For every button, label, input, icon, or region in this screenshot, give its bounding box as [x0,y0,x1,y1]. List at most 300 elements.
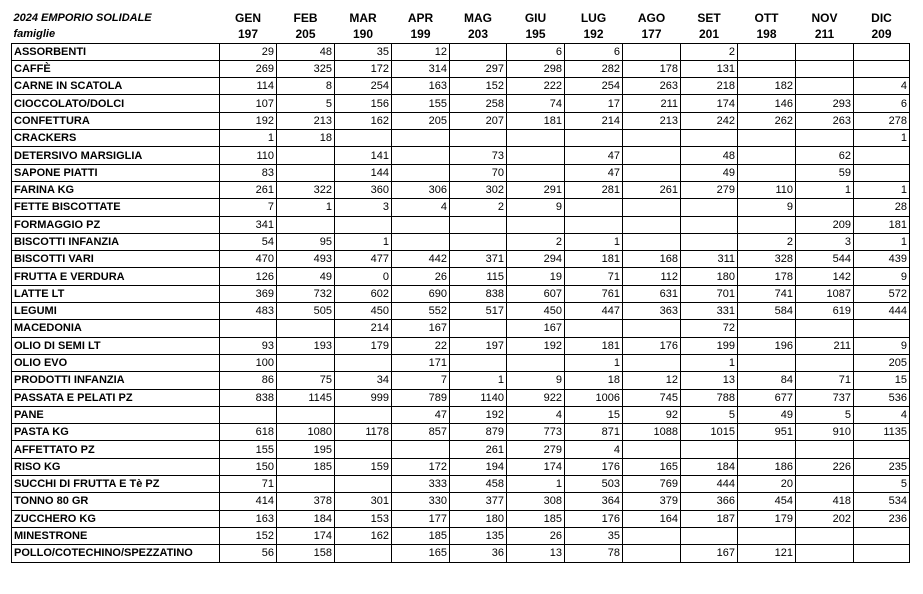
quantity-cell: 732 [277,285,335,302]
quantity-cell: 78 [565,545,623,562]
month-header: MAR [349,11,377,26]
quantity-cell: 121 [738,545,796,562]
quantity-cell: 155 [220,441,277,458]
quantity-cell: 619 [796,303,854,320]
product-label: LEGUMI [12,303,220,320]
quantity-cell: 172 [392,458,450,475]
quantity-cell: 196 [738,337,796,354]
quantity-cell [796,43,854,60]
quantity-cell: 15 [854,372,910,389]
quantity-cell [277,164,335,181]
quantity-cell [277,406,335,423]
quantity-cell: 302 [450,181,507,198]
quantity-cell [681,130,738,147]
quantity-cell: 49 [277,268,335,285]
quantity-cell: 192 [507,337,565,354]
table-row [12,303,910,320]
families-count: 203 [450,26,507,43]
product-label: SUCCHI DI FRUTTA E Tè PZ [12,476,220,493]
quantity-cell: 282 [565,60,623,77]
quantity-cell: 534 [854,493,910,510]
quantity-cell: 761 [565,285,623,302]
quantity-cell: 258 [450,95,507,112]
quantity-cell [277,354,335,371]
quantity-cell: 444 [681,476,738,493]
product-label: SAPONE PIATTI [12,164,220,181]
quantity-cell: 192 [450,406,507,423]
quantity-cell [507,147,565,164]
quantity-cell: 262 [738,112,796,129]
quantity-cell [623,320,681,337]
quantity-cell: 62 [796,147,854,164]
quantity-cell [623,233,681,250]
quantity-cell [796,527,854,544]
quantity-cell [507,130,565,147]
quantity-cell: 483 [220,303,277,320]
quantity-cell: 328 [738,251,796,268]
quantity-cell [623,354,681,371]
quantity-cell [796,78,854,95]
product-label: ASSORBENTI [12,43,220,60]
quantity-cell: 517 [450,303,507,320]
quantity-cell [854,43,910,60]
quantity-cell: 152 [220,527,277,544]
quantity-cell: 536 [854,389,910,406]
quantity-cell: 95 [277,233,335,250]
quantity-cell: 454 [738,493,796,510]
table-row [12,164,910,181]
quantity-cell: 72 [681,320,738,337]
month-header: GIU [524,11,547,26]
quantity-cell: 3 [335,199,392,216]
quantity-cell: 544 [796,251,854,268]
table-row [12,268,910,285]
quantity-cell [450,233,507,250]
table-row [12,78,910,95]
table-row [12,372,910,389]
quantity-cell: 458 [450,476,507,493]
quantity-cell: 214 [565,112,623,129]
quantity-cell: 9 [854,337,910,354]
table-row [12,130,910,147]
quantity-cell: 838 [220,389,277,406]
quantity-cell [796,320,854,337]
quantity-cell [854,164,910,181]
quantity-cell: 162 [335,527,392,544]
quantity-cell: 701 [681,285,738,302]
quantity-cell [738,164,796,181]
quantity-cell: 378 [277,493,335,510]
quantity-cell: 291 [507,181,565,198]
quantity-cell: 322 [277,181,335,198]
quantity-cell: 115 [450,268,507,285]
quantity-cell: 263 [623,78,681,95]
quantity-cell: 172 [335,60,392,77]
quantity-cell: 167 [392,320,450,337]
quantity-cell: 922 [507,389,565,406]
quantity-cell: 211 [796,337,854,354]
quantity-cell: 618 [220,424,277,441]
quantity-cell: 1 [335,233,392,250]
quantity-cell [796,476,854,493]
quantity-cell [392,216,450,233]
product-label: ZUCCHERO KG [12,510,220,527]
product-label: LATTE LT [12,285,220,302]
quantity-cell: 222 [507,78,565,95]
quantity-cell [565,216,623,233]
quantity-cell: 100 [220,354,277,371]
quantity-cell: 84 [738,372,796,389]
table-row [12,337,910,354]
quantity-cell: 477 [335,251,392,268]
quantity-cell: 146 [738,95,796,112]
quantity-cell: 163 [220,510,277,527]
quantity-cell [796,545,854,562]
product-label: CIOCCOLATO/DOLCI [12,95,220,112]
quantity-cell: 22 [392,337,450,354]
quantity-cell [565,199,623,216]
table-row [12,233,910,250]
product-label: OLIO DI SEMI LT [12,337,220,354]
quantity-cell: 5 [796,406,854,423]
quantity-cell [392,164,450,181]
quantity-cell [738,60,796,77]
quantity-cell: 279 [507,441,565,458]
quantity-cell: 1015 [681,424,738,441]
quantity-cell: 176 [565,458,623,475]
product-label: TONNO 80 GR [12,493,220,510]
month-header: APR [407,11,434,26]
product-label: MINESTRONE [12,527,220,544]
quantity-cell: 202 [796,510,854,527]
quantity-cell: 1 [565,354,623,371]
quantity-cell [854,147,910,164]
table-row [12,60,910,77]
table-row [12,320,910,337]
quantity-cell [796,130,854,147]
quantity-cell: 49 [681,164,738,181]
quantity-cell [854,527,910,544]
product-label: CARNE IN SCATOLA [12,78,220,95]
table-row [12,251,910,268]
families-count: 198 [738,26,796,43]
table-row [12,285,910,302]
quantity-cell: 9 [854,268,910,285]
quantity-cell [450,43,507,60]
quantity-cell: 0 [335,268,392,285]
product-label: POLLO/COTECHINO/SPEZZATINO [12,545,220,562]
quantity-cell: 9 [738,199,796,216]
quantity-cell: 2 [450,199,507,216]
quantity-cell: 49 [738,406,796,423]
quantity-cell: 185 [392,527,450,544]
quantity-cell: 192 [220,112,277,129]
quantity-cell: 141 [335,147,392,164]
quantity-cell: 2 [738,233,796,250]
quantity-cell: 773 [507,424,565,441]
quantity-cell: 163 [392,78,450,95]
quantity-cell: 294 [507,251,565,268]
quantity-cell: 186 [738,458,796,475]
quantity-cell [277,216,335,233]
quantity-cell: 48 [681,147,738,164]
quantity-cell [392,441,450,458]
quantity-cell: 242 [681,112,738,129]
quantity-cell: 278 [854,112,910,129]
quantity-cell: 1 [796,181,854,198]
quantity-cell [623,164,681,181]
quantity-cell: 86 [220,372,277,389]
quantity-cell: 314 [392,60,450,77]
quantity-cell: 9 [507,199,565,216]
quantity-cell: 179 [738,510,796,527]
quantity-cell: 181 [565,251,623,268]
quantity-cell: 493 [277,251,335,268]
quantity-cell: 209 [796,216,854,233]
quantity-cell [507,216,565,233]
quantity-cell: 28 [854,199,910,216]
quantity-cell [796,354,854,371]
quantity-cell: 857 [392,424,450,441]
quantity-cell: 552 [392,303,450,320]
quantity-cell: 176 [565,510,623,527]
quantity-cell: 745 [623,389,681,406]
quantity-cell: 168 [623,251,681,268]
quantity-cell: 207 [450,112,507,129]
quantity-cell: 308 [507,493,565,510]
table-row [12,441,910,458]
quantity-cell: 74 [507,95,565,112]
product-label: AFFETTATO PZ [12,441,220,458]
quantity-cell: 360 [335,181,392,198]
quantity-cell: 1087 [796,285,854,302]
quantity-cell: 1 [507,476,565,493]
quantity-cell [277,320,335,337]
families-count: 199 [392,26,450,43]
quantity-cell: 9 [507,372,565,389]
quantity-cell [623,545,681,562]
quantity-cell: 165 [623,458,681,475]
quantity-cell: 1135 [854,424,910,441]
quantity-cell: 677 [738,389,796,406]
quantity-cell: 951 [738,424,796,441]
quantity-cell: 205 [392,112,450,129]
quantity-cell [392,130,450,147]
families-count: 201 [681,26,738,43]
quantity-cell: 602 [335,285,392,302]
quantity-cell [623,130,681,147]
quantity-cell [565,320,623,337]
quantity-cell [681,216,738,233]
quantity-cell: 4 [565,441,623,458]
quantity-cell [738,43,796,60]
table-row [12,95,910,112]
quantity-cell: 369 [220,285,277,302]
product-label: MACEDONIA [12,320,220,337]
quantity-cell: 165 [392,545,450,562]
quantity-cell: 34 [335,372,392,389]
quantity-cell: 156 [335,95,392,112]
quantity-cell: 205 [854,354,910,371]
quantity-cell: 155 [392,95,450,112]
quantity-cell: 167 [507,320,565,337]
quantity-cell: 13 [681,372,738,389]
quantity-cell [220,320,277,337]
quantity-cell: 1 [565,233,623,250]
quantity-cell: 4 [507,406,565,423]
quantity-cell: 910 [796,424,854,441]
quantity-cell: 178 [623,60,681,77]
quantity-cell [681,199,738,216]
quantity-cell [450,354,507,371]
product-label: PASTA KG [12,424,220,441]
quantity-cell: 366 [681,493,738,510]
quantity-cell: 164 [623,510,681,527]
quantity-cell: 194 [450,458,507,475]
quantity-cell: 301 [335,493,392,510]
quantity-cell: 690 [392,285,450,302]
quantity-cell: 12 [392,43,450,60]
quantity-cell: 20 [738,476,796,493]
quantity-cell: 261 [623,181,681,198]
quantity-cell [796,441,854,458]
families-count: 190 [335,26,392,43]
quantity-cell: 263 [796,112,854,129]
quantity-cell: 503 [565,476,623,493]
quantity-cell: 505 [277,303,335,320]
table-row [12,406,910,423]
quantity-cell [738,527,796,544]
table-row [12,493,910,510]
quantity-cell: 195 [277,441,335,458]
quantity-cell: 6 [507,43,565,60]
quantity-cell: 181 [565,337,623,354]
quantity-cell: 737 [796,389,854,406]
quantity-cell [335,354,392,371]
quantity-cell: 218 [681,78,738,95]
quantity-cell: 174 [507,458,565,475]
quantity-cell: 2 [507,233,565,250]
quantity-cell: 75 [277,372,335,389]
quantity-cell: 54 [220,233,277,250]
families-count: 205 [277,26,335,43]
quantity-cell: 35 [565,527,623,544]
table-row [12,458,910,475]
quantity-cell: 769 [623,476,681,493]
quantity-cell: 261 [220,181,277,198]
product-label: OLIO EVO [12,354,220,371]
table-row [12,424,910,441]
quantity-cell [335,216,392,233]
quantity-cell: 71 [796,372,854,389]
quantity-cell [335,545,392,562]
quantity-cell [623,216,681,233]
quantity-cell: 131 [681,60,738,77]
month-header: MAG [464,11,492,26]
quantity-cell: 5 [681,406,738,423]
quantity-cell: 450 [507,303,565,320]
product-label: FORMAGGIO PZ [12,216,220,233]
quantity-cell: 607 [507,285,565,302]
quantity-cell: 333 [392,476,450,493]
quantity-cell [681,441,738,458]
quantity-cell [623,527,681,544]
quantity-cell: 4 [854,406,910,423]
quantity-cell [623,43,681,60]
quantity-cell: 281 [565,181,623,198]
quantity-cell: 18 [277,130,335,147]
quantity-cell: 185 [507,510,565,527]
quantity-cell: 1 [854,233,910,250]
quantity-cell: 306 [392,181,450,198]
families-count: 195 [507,26,565,43]
quantity-cell: 92 [623,406,681,423]
quantity-cell: 18 [565,372,623,389]
quantity-cell: 470 [220,251,277,268]
product-label: FRUTTA E VERDURA [12,268,220,285]
quantity-cell: 107 [220,95,277,112]
quantity-cell: 29 [220,43,277,60]
product-label: PASSATA E PELATI PZ [12,389,220,406]
quantity-cell: 112 [623,268,681,285]
families-count: 177 [623,26,681,43]
quantity-cell [507,164,565,181]
quantity-cell: 152 [450,78,507,95]
product-label: CONFETTURA [12,112,220,129]
quantity-cell: 269 [220,60,277,77]
quantity-cell: 7 [220,199,277,216]
product-label: CRACKERS [12,130,220,147]
quantity-cell: 13 [507,545,565,562]
quantity-cell: 1 [854,130,910,147]
quantity-cell: 110 [738,181,796,198]
quantity-cell: 1 [681,354,738,371]
quantity-cell [335,130,392,147]
quantity-cell [507,354,565,371]
quantity-cell: 331 [681,303,738,320]
quantity-cell: 185 [277,458,335,475]
quantity-cell [854,320,910,337]
quantity-cell: 162 [335,112,392,129]
table-row [12,527,910,544]
quantity-cell [565,130,623,147]
quantity-cell: 184 [277,510,335,527]
table-row [12,199,910,216]
quantity-cell: 838 [450,285,507,302]
quantity-cell: 167 [681,545,738,562]
quantity-cell: 363 [623,303,681,320]
quantity-cell: 184 [681,458,738,475]
quantity-cell: 197 [450,337,507,354]
quantity-cell: 159 [335,458,392,475]
quantity-cell [738,216,796,233]
quantity-cell: 254 [565,78,623,95]
sheet-title: 2024 EMPORIO SOLIDALE [13,12,152,25]
quantity-cell [392,147,450,164]
quantity-cell: 879 [450,424,507,441]
product-label: BISCOTTI INFANZIA [12,233,220,250]
month-header: GEN [234,11,261,26]
quantity-cell [796,199,854,216]
month-header: LUG [580,11,607,26]
quantity-cell: 180 [681,268,738,285]
table-row [12,389,910,406]
quantity-cell [681,233,738,250]
product-label: CAFFÈ [12,60,220,77]
quantity-cell: 325 [277,60,335,77]
quantity-cell: 26 [392,268,450,285]
quantity-cell: 741 [738,285,796,302]
